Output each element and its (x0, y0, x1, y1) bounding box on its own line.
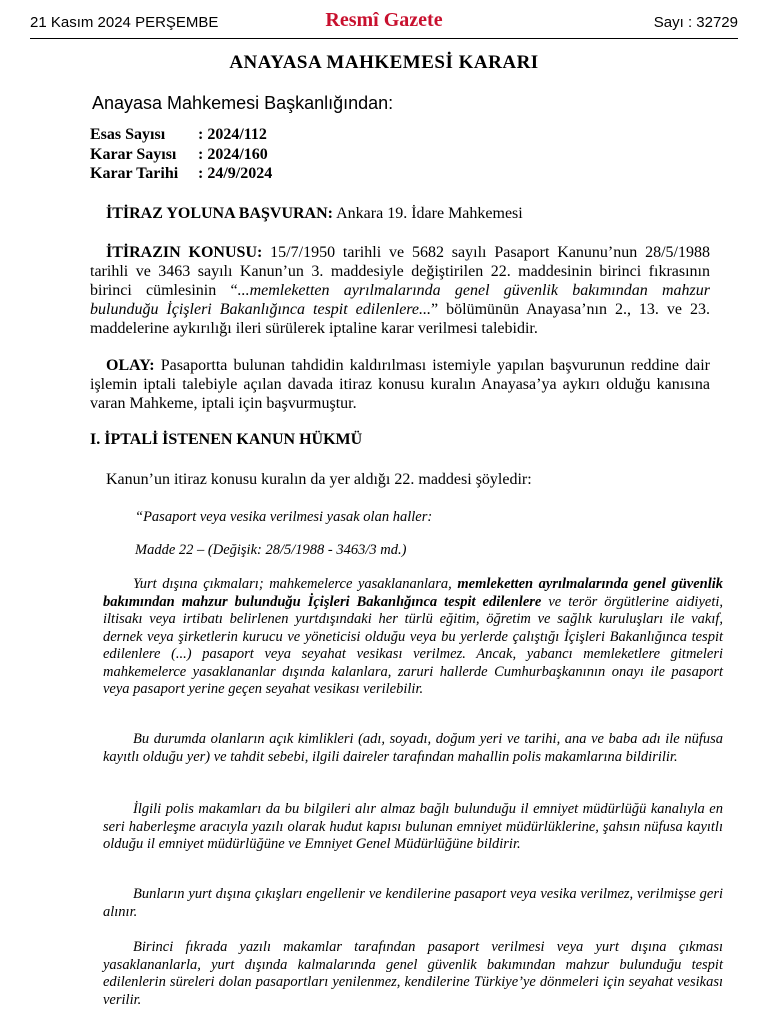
applicant-paragraph (90, 204, 710, 223)
quote-paragraph-2 (103, 731, 723, 766)
intro-text: Kanun’un itiraz konusu kuralın da yer aldığı 22. maddesi şöyledir: (106, 471, 532, 488)
issuing-authority: Anayasa Mahkemesi Başkanlığından: (92, 93, 394, 113)
meta-label: Karar Tarihi (90, 165, 179, 182)
quote-text: Bu durumda olanların açık kimlikleri (adı, soyadı, doğum yeri ve tarihi, ana ve baba adı ile nüfusa kayıtlı olduğu yer) ve tahdit sebebi, ilgili daireler tarafından mahallin polis makamlarına bildirilir. (103, 731, 723, 765)
applicant-value: Ankara 19. İdare Mahkemesi (333, 205, 523, 222)
quote-text: Bunların yurt dışına çıkışları engellenir ve kendilerine pasaport veya vesika verilmez, verilmişse geri alınır. (103, 886, 723, 920)
subject-text: 15/7/1950 tarihli ve 5682 sayılı Pasaport Kanunu’nun 28/5/1988 tarihli ve 3463 sayılı Kanun’un 3. maddesiyle değiştirilen 22. maddesinin birinci fıkrasının birinci cümlesinin “ (90, 244, 711, 299)
quote-text: Birinci fıkrada yazılı makamlar tarafından pasaport verilmesi veya yurt dışına çıkması yasaklananlarla, yurt dışında kalmalarında genel güvenlik bakımından mahzur bulunduğu tespit edilenlerin süreleri dolan pasaportları yenilenmez, kendilerine Türkiye’ye dönmeleri için seyahat vesikası verilir. (103, 939, 723, 1008)
meta-value: : 2024/112 (198, 126, 267, 143)
quote-paragraph-1 (103, 576, 723, 699)
quote-paragraph-5 (103, 939, 723, 1009)
quote-paragraph-4 (103, 886, 723, 921)
quote-text: Yurt dışına çıkmaları; mahkemelerce yasaklananlara, (133, 576, 458, 592)
meta-value: : 2024/160 (198, 145, 268, 163)
intro-paragraph (90, 470, 710, 489)
article-heading: Madde 22 – (Değişik: 28/5/1988 - 3463/3 md.) (135, 542, 407, 558)
decision-meta (90, 125, 272, 184)
meta-value: : 24/9/2024 (198, 165, 273, 182)
meta-label: Karar Sayısı (90, 145, 177, 163)
subject-label: İTİRAZIN KONUSU: (106, 244, 263, 261)
header-divider (30, 38, 738, 39)
gazette-header (0, 0, 768, 40)
header-date: 21 Kasım 2024 PERŞEMBE (30, 14, 219, 31)
meta-row (90, 145, 272, 165)
meta-label: Esas Sayısı (90, 126, 166, 143)
event-paragraph (90, 356, 710, 413)
subject-text-end: ” bölümünün Anayasa’nın 2., 13. ve 23. maddelerine aykırılığı ileri sürülerek iptaline karar verilmesi talebidir. (90, 301, 710, 337)
applicant-label: İTİRAZ YOLUNA BAŞVURAN: (106, 205, 333, 222)
quote-heading: “Pasaport veya vesika verilmesi yasak olan haller: (135, 509, 433, 525)
quote-emphasis: memleketten ayrılmalarında genel güvenlik bakımından mahzur bulunduğu İçişleri Bakanlığınca tespit edilenlere (103, 576, 723, 610)
quote-paragraph-3 (103, 801, 723, 854)
section-heading: I. İPTALİ İSTENEN KANUN HÜKMÜ (90, 431, 363, 448)
gazette-title: Resmî Gazete (325, 9, 443, 31)
event-label: OLAY: (106, 357, 155, 374)
subject-quoted-text: ...memleketten ayrılmalarında genel güvenlik bakımından mahzur bulunduğu İçişleri Bakanlığınca tespit edilenlere... (90, 282, 710, 318)
meta-row (90, 164, 272, 184)
subject-paragraph (90, 243, 710, 338)
document-title: ANAYASA MAHKEMESİ KARARI (229, 52, 539, 73)
issue-number: Sayı : 32729 (653, 14, 738, 31)
event-text: Pasaportta bulunan tahdidin kaldırılması istemiyle yapılan başvurunun reddine dair işlemin iptali talebiyle açılan davada itiraz konusu kuralın Anayasa’ya aykırı olduğu kanısına varan Mahkeme, iptali için başvurmuştur. (90, 357, 710, 412)
meta-row (90, 125, 272, 145)
quote-text: İlgili polis makamları da bu bilgileri alır almaz bağlı bulunduğu il emniyet müdürlüğü kanalıyla en seri haberleşme aracıyla yazılı olarak hudut kapısı bulunan emniyet müdürlüklerine, şahsın nüfusa kayıtlı olduğu il emniyet müdürlüğüne ve Emniyet Genel Müdürlüğüne bildirir. (103, 801, 723, 852)
quote-text: ve terör örgütlerine aidiyeti, iltisakı veya irtibatı belirlenen yurtdışındaki her türlü eğitim, öğretim ve sağlık kuruluşları ile vakıf, dernek veya şirketlerin kurucu ve yöneticisi olduğu veya bu yerlerde çalıştığı İçişleri Bakanlığınca tespit edilenlere (...) pasaport veya seyahat vesikası verilmez. Ancak, yabancı memleketlere gitmeleri mahkemelerce yasaklananlar dışında kalanlara, zaruri hallerde Cumhurbaşkanının onayı ile pasaport veya pasaport yerine geçen seyahat vesikası verilebilir. (103, 593, 724, 697)
